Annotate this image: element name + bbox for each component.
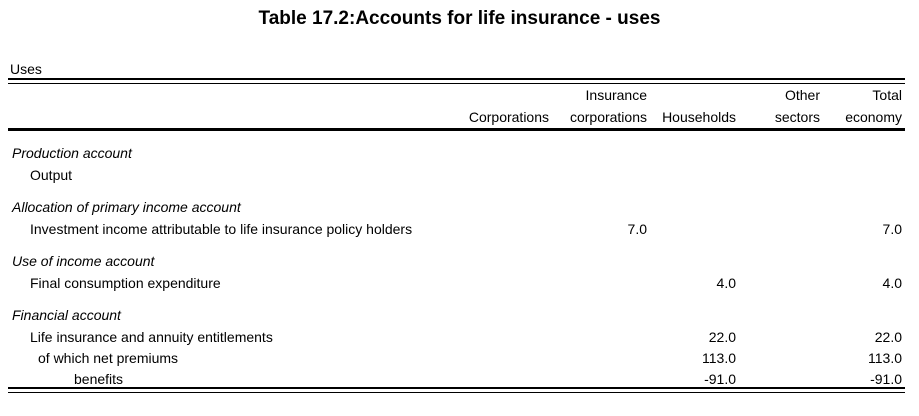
table-title: Table 17.2:Accounts for life insurance - uses [258,8,661,29]
cell-entitlements-total: 22.0 [874,329,902,345]
section-financial-account: Financial account [12,307,121,323]
cell-entitlements-households: 22.0 [708,329,736,345]
cell-net-premiums-households: 113.0 [702,350,736,366]
top-rule-inner [8,83,905,84]
col-header-households: Households [662,109,736,125]
bottom-rule-inner [8,392,905,393]
row-label-investment-income: Investment income attributable to life insurance policy holders [30,221,413,237]
cell-investment-income-insurance: 7.0 [627,221,647,237]
row-label-net-premiums: of which net premiums [38,350,179,366]
row-label-benefits: benefits [74,371,124,387]
row-label-life-insurance-entitlements: Life insurance and annuity entitlements [30,329,273,345]
top-rule [8,78,905,80]
cell-final-consumption-households: 4.0 [716,275,736,291]
cell-net-premiums-total: 113.0 [868,350,902,366]
cell-investment-income-total: 7.0 [882,221,902,237]
bottom-rule [8,387,905,389]
header-rule [8,128,905,131]
col-header-insurance-line2: corporations [569,109,647,125]
col-header-other-line1: Other [784,87,820,103]
col-header-total-line2: economy [845,109,902,125]
col-header-other-line2: sectors [774,109,820,125]
col-header-insurance-line1: Insurance [585,87,647,103]
cell-final-consumption-total: 4.0 [882,275,902,291]
section-production-account: Production account [12,145,132,161]
col-header-corporations: Corporations [468,109,549,125]
cell-benefits-total: -91.0 [870,371,902,387]
section-use-of-income: Use of income account [12,253,155,269]
col-header-total-line1: Total [872,87,902,103]
row-label-output: Output [30,167,73,183]
row-label-final-consumption: Final consumption expenditure [30,275,221,291]
table-label: Uses [10,61,42,77]
section-allocation-primary-income: Allocation of primary income account [12,199,241,215]
cell-benefits-households: -91.0 [704,371,736,387]
